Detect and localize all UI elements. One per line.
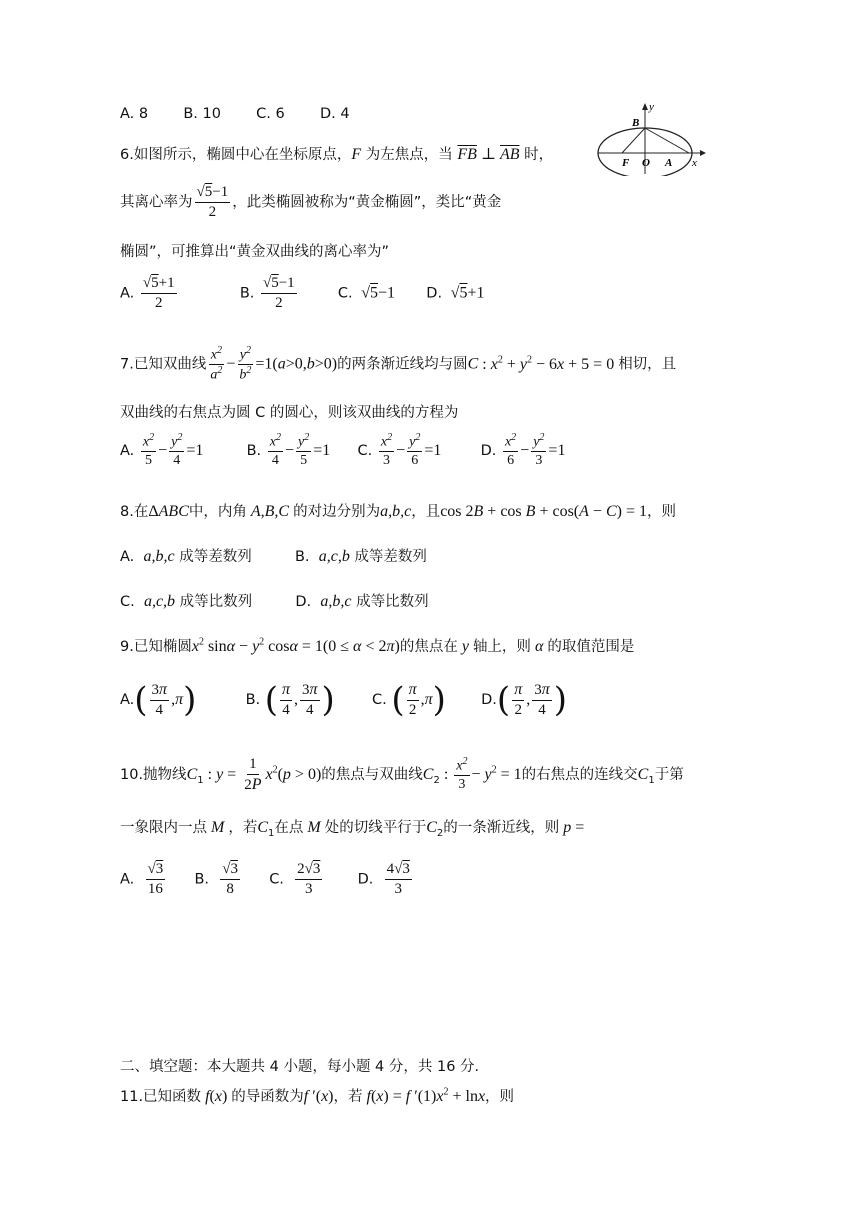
q7-text-1b: 的两条渐近线均与圆: [337, 356, 468, 373]
q6-text-1c: 时，: [519, 147, 554, 163]
q10-text-2e: 的一条渐近线，则: [443, 820, 560, 836]
q10-text-2d: 处的切线平行于: [324, 820, 427, 836]
q7-option-d-label: D.: [480, 442, 497, 459]
q7-line2: 双曲线的右焦点为圆 C 的圆心，则该双曲线的方程为: [120, 405, 459, 421]
q8-option-d-label: D.: [295, 594, 312, 610]
figure-label-f: F: [622, 157, 630, 169]
q10-text-1b: 的焦点与双曲线: [321, 766, 423, 783]
q6-option-d-label: D.: [426, 285, 443, 302]
q8-option-d-text: 成等比数列: [356, 594, 429, 610]
q8-option-a-label: A.: [120, 549, 135, 565]
q6-line1: 6.如图所示，椭圆中心在坐标原点，F 为左焦点，当 $\overline{FB}$ ⊥ $\overline{AB}$ 时，: [120, 146, 554, 163]
q8-text-1a: 8.在: [120, 504, 149, 520]
q5-option-a: A. 8: [120, 106, 149, 122]
q6-text-1a: 6.如图所示，椭圆中心在坐标原点，: [120, 147, 352, 163]
q10-text-2a: 一象限内一点: [120, 820, 207, 836]
q9-text-1c: 轴上，则: [472, 639, 531, 655]
q7-option-b-label: B.: [246, 442, 262, 459]
q10-option-c-label: C.: [269, 871, 284, 888]
q9-line1: 9.已知椭圆$x^2$ $\sin\alpha - y^2$ cosα = 1(0 ≤ α < 2π)的焦点在 y 轴上，则 α 的取值范围是: [120, 636, 635, 655]
q11-line1: 11.已知函数 f(x) 的导函数为f ′(x)，若 f(x) = f $'(1)x^2 + \ln x$，则: [120, 1086, 515, 1105]
figure-label-a: A: [665, 157, 673, 169]
q5-options: [120, 106, 350, 122]
q7-option-a-label: A.: [120, 442, 135, 459]
q8-option-a-text: 成等差数列: [179, 549, 252, 565]
q10-option-b-label: B.: [194, 871, 210, 888]
q8-option-b-label: B.: [294, 549, 310, 565]
q9-text-1a: 9.已知椭圆: [120, 639, 192, 655]
q10-line2: 一象限内一点 M ，若$C_1$在点 M 处的切线平行于$C_2$的一条渐近线，则 p =: [120, 819, 585, 839]
q10-option-d-label: D.: [357, 871, 374, 888]
q8-text-1c: 的对边分别为: [293, 504, 381, 520]
q8-option-c-text: 成等比数列: [179, 594, 253, 610]
q9-options: A.( $\frac{3\pi}{4}$ ,π) B. ( $\frac{\pi}{4}$ , $\frac{3\pi}{4}$ ) C. ( $\frac{\pi}{2}$ ,π) D.( $\frac{\pi}{2}$ , $\frac{3\pi}{4}$ ): [120, 679, 567, 720]
section2-title: 二、填空题：本大题共 4 小题，每小题 4 分，共 16 分．: [120, 1059, 490, 1075]
q6-options: A. $\frac{√5+1}{2}$ B. $\frac{√5-1}{2}$ C. √5−1 D. √5+1: [120, 275, 485, 311]
figure-label-y: y: [649, 101, 654, 113]
q8-text-1d: ，且: [411, 504, 441, 520]
q6-line3: 椭圆”，可推算出“黄金双曲线的离心率为”: [120, 244, 390, 260]
q6-option-b-label: B.: [239, 285, 255, 302]
q10-options: A. $\frac{√3}{16}$ B. $\frac{√3}{8}$ C. $\frac{2√3}{3}$ D. $\frac{4√3}{3}$: [120, 861, 410, 897]
q5-option-c: C. 6: [256, 106, 285, 122]
q7-text-1c: 相切，且: [618, 356, 677, 373]
q10-text-1c: 的右焦点的连线交: [521, 766, 638, 783]
q7-line1: 7.已知双曲线 $\frac{x^2}{a^2}$ − $\frac{y^2}{b^2}$ =1(a>0,b>0)的两条渐近线均与圆C : $x^2 + y^2 - 6x + 5 = 0$ 相切，且: [120, 345, 677, 383]
q10-text-2c: 在点: [274, 820, 304, 836]
q9-text-1d: 的取值范围是: [547, 639, 635, 655]
q9-option-d-label: D.: [481, 691, 497, 708]
q8-text-1b: 中，内角: [188, 504, 247, 520]
q7-option-c-label: C.: [357, 442, 373, 459]
q7-options: A. $\frac{x^2}{5}$ − $\frac{y^2}{4}$ =1 B. $\frac{x^2}{4}$ − $\frac{y^2}{5}$ =1 C. $\frac{x^2}{3}$ − $\frac{y^2}{6}$ =1 D. $\frac{x^2}{6}$ − $\frac{y^2}{3}$ =1: [120, 432, 566, 469]
q9-option-a-label: A.: [120, 691, 135, 708]
figure-label-o: O: [642, 157, 650, 169]
ellipse-figure: [596, 100, 710, 176]
q6-option-a-label: A.: [120, 285, 135, 302]
figure-label-b: B: [632, 117, 640, 129]
q9-option-c-label: C.: [372, 691, 387, 708]
q7-text-1a: 7.已知双曲线: [120, 356, 207, 373]
q10-text-1a: 10.抛物线: [120, 766, 187, 783]
q9-option-b-label: B.: [245, 691, 261, 708]
q6-line2: 其离心率为 $\frac{√5-1}{2}$ ，此类椭圆被称为“黄金椭圆”，类比“黄金: [120, 184, 502, 220]
q10-option-a-label: A.: [120, 871, 135, 888]
q10-text-2b: ，若: [228, 820, 258, 836]
q8-line1: 8.在ΔABC中，内角 A,B,C 的对边分别为a,b,c，且cos 2B + cos B + cos(A − C) = 1，则: [120, 503, 676, 520]
q6-text-1b: 为左焦点，当: [361, 147, 458, 163]
q8-option-c-label: C.: [120, 594, 135, 610]
q8-options-row2: C. a,c,b 成等比数列 D. a,b,c 成等比数列: [120, 593, 429, 610]
q11-text-1d: ，则: [485, 1089, 515, 1105]
figure-label-x: x: [692, 157, 697, 169]
q5-option-b: B. 10: [183, 106, 221, 122]
q11-text-1a: 11.已知函数: [120, 1089, 202, 1105]
q6-text-2b: ，此类椭圆被称为“黄金椭圆”，类比“黄金: [232, 194, 502, 211]
q11-text-1b: 的导函数为: [231, 1089, 304, 1105]
q8-text-1e: ，则: [646, 504, 676, 520]
q10-line1: 10.抛物线$C_1$ : y = $\frac{1}{2P}$ $x^2(p > 0)$的焦点与双曲线$C_2$ : $\frac{x^2}{3}$ − $y^2 = 1$的右焦点的连线交$C_1$于第: [120, 756, 684, 793]
q6-text-2a: 其离心率为: [120, 194, 193, 211]
q6-option-c-label: C.: [337, 285, 353, 302]
q10-text-1d: 于第: [654, 766, 684, 783]
q8-options-row1: A. a,b,c 成等差数列 B. a,c,b 成等差数列: [120, 548, 427, 565]
q9-text-1b: 的焦点在: [399, 639, 458, 655]
q11-text-1c: ，若: [333, 1089, 363, 1105]
q5-option-d: D. 4: [319, 106, 350, 122]
q8-option-b-text: 成等差数列: [354, 549, 427, 565]
